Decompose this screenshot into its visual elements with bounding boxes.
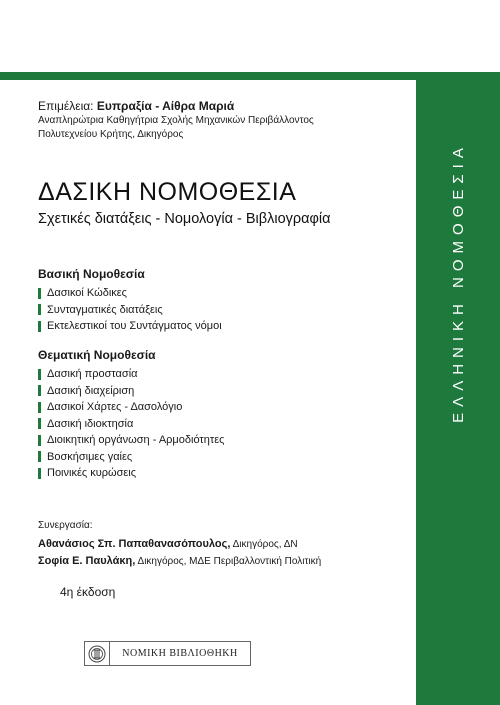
bullet-marker xyxy=(38,369,41,380)
list-item-text: Βοσκήσιμες γαίες xyxy=(47,450,133,463)
list-item-text: Δασικοί Χάρτες - Δασολόγιο xyxy=(47,401,183,413)
series-title: ΕΛΛΗΝΙΚΗ ΝΟΜΟΘΕΣΙΑ xyxy=(449,141,467,423)
collaborator-name: Σοφία Ε. Παυλάκη, xyxy=(38,555,136,567)
collaborator-role: Δικηγόρος, ΜΔΕ Περιβαλλοντική Πολιτική xyxy=(135,556,322,567)
bullet-marker xyxy=(38,468,41,479)
bullet-marker xyxy=(38,385,41,396)
green-stripe xyxy=(0,72,416,80)
bullet-marker xyxy=(38,321,41,332)
bullet-marker xyxy=(38,435,41,446)
collaborator-row xyxy=(38,536,408,553)
publisher-badge xyxy=(84,641,251,666)
list-item-text: Ποινικές κυρώσεις xyxy=(47,467,137,479)
list-item-text: Δασική διαχείριση xyxy=(47,384,135,397)
list-item xyxy=(38,416,408,433)
bullet-marker xyxy=(38,418,41,429)
bullet-marker xyxy=(38,402,41,413)
publisher-seal-icon xyxy=(85,642,110,665)
list-item xyxy=(38,285,408,302)
list-item xyxy=(38,449,408,466)
list-item-text: Δασικοί Κώδικες xyxy=(47,287,127,299)
list-item xyxy=(38,318,408,335)
collaborator-row xyxy=(38,553,408,570)
bullet-marker xyxy=(38,304,41,315)
book-title: ΔΑΣΙΚΗ ΝΟΜΟΘΕΣΙΑ xyxy=(38,178,297,206)
list-item xyxy=(38,383,408,400)
editor-block xyxy=(38,98,408,142)
list-item xyxy=(38,432,408,449)
series-title-container xyxy=(416,72,500,492)
list-item-text: Δασική ιδιοκτησία xyxy=(47,417,134,430)
top-band xyxy=(0,0,500,72)
list-item xyxy=(38,399,408,416)
editor-label: Επιμέλεια: xyxy=(38,99,97,113)
collaboration-heading: Συνεργασία: xyxy=(38,520,93,531)
section-list xyxy=(38,366,408,482)
list-item-text: Διοικητική οργάνωση - Αρμοδιότητες xyxy=(47,434,225,446)
section-thematic-legislation xyxy=(38,347,408,482)
section-basic-legislation xyxy=(38,266,408,335)
editor-affiliation-2: Πολυτεχνείου Κρήτης, Δικηγόρος xyxy=(38,129,184,140)
editor-line xyxy=(38,98,408,114)
list-item-text: Συνταγματικές διατάξεις xyxy=(47,303,163,316)
list-item-text: Δασική προστασία xyxy=(47,368,138,380)
editor-name: Ευπραξία - Αίθρα Μαριά xyxy=(96,99,235,113)
list-item xyxy=(38,366,408,383)
list-item xyxy=(38,465,408,482)
collaborator-name: Αθανάσιος Σπ. Παπαθανασόπουλος, xyxy=(38,538,231,550)
bullet-marker xyxy=(38,288,41,299)
book-subtitle: Σχετικές διατάξεις - Νομολογία - Βιβλιογραφία xyxy=(38,211,331,227)
section-heading: Θεματική Νομοθεσία xyxy=(38,348,156,362)
list-item xyxy=(38,302,408,319)
publisher-name: ΝΟΜΙΚΗ ΒΙΒΛΙΟΘΗΚΗ xyxy=(122,648,238,659)
list-item-text: Εκτελεστικοί του Συντάγματος νόμοι xyxy=(47,320,222,332)
section-heading: Βασική Νομοθεσία xyxy=(38,267,145,281)
collaborator-role: Δικηγόρος, ΔΝ xyxy=(230,539,298,550)
editor-affiliation-1: Αναπληρώτρια Καθηγήτρια Σχολής Μηχανικών Περιβάλλοντος xyxy=(38,115,314,126)
edition-label: 4η έκδοση xyxy=(60,585,116,599)
collaboration-block xyxy=(38,519,408,570)
bullet-marker xyxy=(38,451,41,462)
section-list xyxy=(38,285,408,335)
